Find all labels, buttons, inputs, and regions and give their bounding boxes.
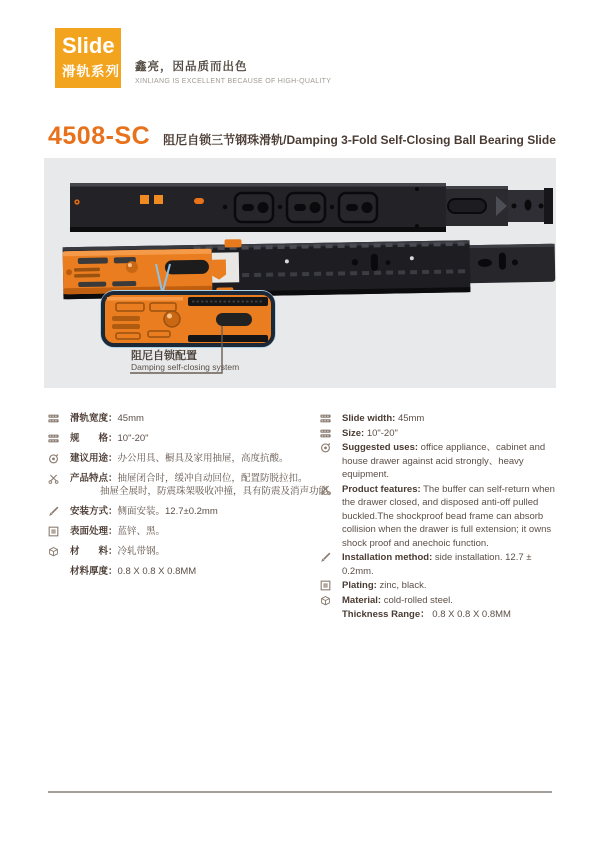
- spec-row-slide-width-cn: [48, 412, 320, 425]
- spec-row-plating-en: [320, 579, 560, 593]
- stamped-plate: [235, 193, 273, 222]
- tagline-en: XINLIANG IS EXCELLENT BECAUSE OF HIGH-QUALITY: [135, 78, 332, 85]
- logo-text-cn: 滑轨系列: [62, 64, 120, 79]
- logo-text-en: Slide: [62, 33, 115, 58]
- spec-value: zinc, black.: [379, 580, 427, 591]
- spec-row-size-cn: [48, 432, 320, 445]
- spec-row-uses-en: [320, 441, 560, 482]
- scissors-icon: [320, 483, 342, 495]
- slide-profile-icon: [48, 412, 70, 424]
- spec-value: office appliance、cabinet and house drawer against acid strongly、heavy equipment.: [342, 442, 546, 480]
- stamped-plate: [339, 193, 377, 222]
- spec-row-material-cn: [48, 545, 320, 558]
- spec-value: 0.8 X 0.8 X 0.8MM: [117, 566, 197, 577]
- icon-spacer: [48, 565, 70, 566]
- spec-value: 45mm: [397, 413, 425, 424]
- spec-label: 产品特点：: [70, 473, 118, 484]
- spec-label: Plating:: [342, 580, 377, 591]
- cube-icon: [320, 594, 342, 606]
- spec-row-material-en: [320, 594, 560, 608]
- slide-profile-icon: [48, 432, 70, 444]
- product-photo-area: [44, 158, 556, 388]
- icon-spacer: [320, 608, 342, 609]
- model-number: 4508-SC: [48, 122, 151, 150]
- spec-label: Slide width:: [342, 413, 396, 424]
- spec-label: Product features:: [342, 483, 421, 495]
- tagline-cn: 鑫亮，因品质而出色: [135, 61, 248, 73]
- spec-row-features-en: [320, 483, 560, 551]
- spec-label: Thickness Range：: [342, 609, 430, 620]
- product-title-row: [48, 122, 556, 151]
- spec-row-install-en: [320, 551, 560, 578]
- slide-profile-icon: [320, 427, 342, 439]
- spec-label: 材料厚度：: [70, 566, 118, 577]
- spec-label: 表面处理：: [70, 526, 118, 537]
- spec-label: Installation method:: [342, 552, 433, 563]
- plating-square-icon: [48, 525, 70, 537]
- globe-icon: [48, 452, 70, 464]
- spec-value: 0.8 X 0.8 X 0.8MM: [432, 609, 511, 620]
- header: [55, 28, 331, 88]
- spec-label: Material:: [342, 594, 382, 606]
- spec-value: 抽屉闭合时，缓冲自动回位，配置防脱拉扣。: [117, 473, 308, 484]
- spec-label: 滑轨宽度：: [70, 413, 118, 424]
- pen-icon: [320, 551, 342, 563]
- spec-value: side installation. 12.7 ± 0.2mm.: [342, 552, 532, 577]
- spec-value: The buffer can self-return when the drawer closed, and disposed anti-off pulled buckled.The shockproof bead frame can absorb collision when the drawer is full extension; it owns shock proof and anechoic function.: [342, 483, 555, 549]
- spec-label: 安装方式：: [70, 506, 118, 517]
- product-name: 阻尼自锁三节钢珠滑轨/Damping 3-Fold Self-Closing Ball Bearing Slide: [163, 133, 556, 147]
- spec-value: 蓝锌、黑。: [117, 526, 166, 537]
- top-slide-photo: [70, 183, 553, 232]
- spec-row-uses-cn: [48, 452, 320, 465]
- spec-row-size-en: [320, 427, 560, 441]
- stamped-plate: [287, 193, 325, 222]
- spec-row-slide-width-en: [320, 412, 560, 426]
- slide-profile-icon: [320, 412, 342, 424]
- spec-row-features-cn: [48, 472, 338, 498]
- spec-label: 建议用途：: [70, 453, 118, 464]
- footer-divider: [48, 791, 552, 793]
- plating-square-icon: [320, 579, 342, 591]
- spec-value: 10"-20": [117, 433, 149, 444]
- spec-section: [48, 412, 560, 623]
- spec-value-line2: 抽屉全展时，防震珠架吸收冲撞，具有防震及消声功能。: [100, 486, 338, 497]
- globe-icon: [320, 441, 342, 453]
- spec-value: 冷轧带钢。: [117, 546, 166, 557]
- pen-icon: [48, 505, 70, 517]
- spec-value: 10"-20": [366, 427, 398, 439]
- spec-label: 规 格：: [70, 433, 118, 444]
- callout-label-en: Damping self-closing system: [131, 362, 240, 372]
- spec-label: Suggested uses:: [342, 442, 419, 453]
- spec-row-plating-cn: [48, 525, 320, 538]
- spec-value: 45mm: [117, 413, 144, 424]
- brand-tagline: [135, 58, 331, 88]
- spec-column-en: [320, 412, 560, 623]
- callout-label-cn: 阻尼自锁配置: [131, 350, 197, 362]
- spec-value: 侧面安装。12.7±0.2mm: [117, 506, 218, 517]
- scissors-icon: [48, 472, 70, 484]
- spec-value: 办公用具、橱具及家用抽屉，高度抗酸。: [117, 453, 289, 464]
- spec-label: 材 料：: [70, 546, 118, 557]
- spec-column-cn: [48, 412, 338, 623]
- spec-row-thickness-cn: [48, 565, 320, 578]
- product-illustration: [44, 158, 556, 388]
- spec-label: Size:: [342, 427, 365, 439]
- cube-icon: [48, 545, 70, 557]
- spec-row-install-cn: [48, 505, 320, 518]
- spec-value: cold-rolled steel.: [383, 594, 453, 606]
- brand-logo: [55, 28, 121, 88]
- spec-row-thickness-en: [320, 608, 560, 622]
- bottom-slide-photo: [63, 234, 556, 300]
